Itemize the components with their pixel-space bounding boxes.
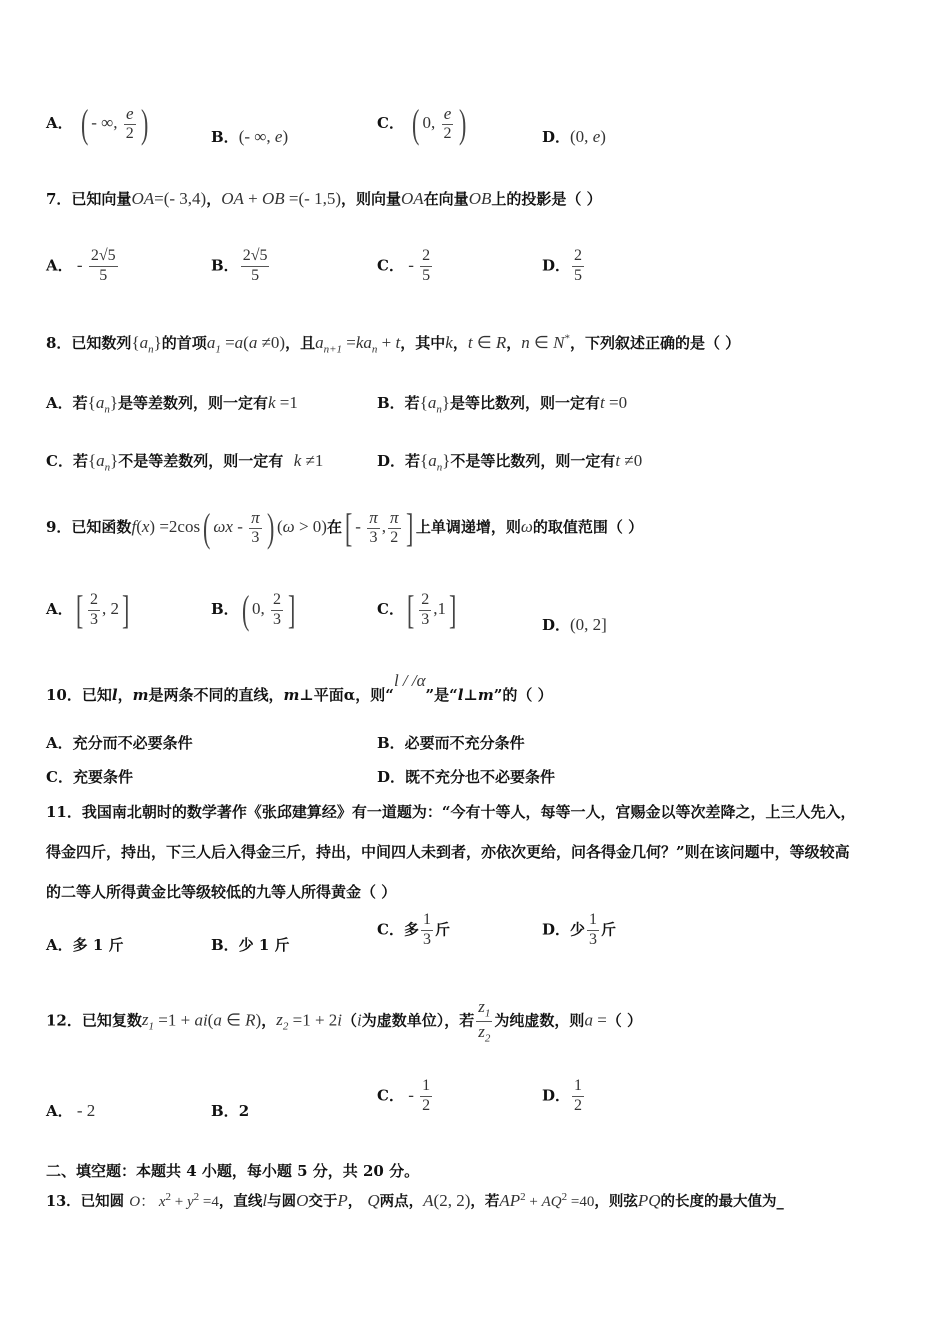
q12-option-b[interactable]: B．2	[211, 1102, 250, 1120]
q8-option-c[interactable]: C．若$\{a_n\}$不是等差数列，则一定有 k ≠1	[46, 451, 324, 474]
q12-option-d[interactable]: D． $\frac{1}{2}$	[542, 1077, 583, 1114]
section-heading: 二、填空题：本题共 4 小题，每小题 5 分，共 20 分。	[46, 1162, 420, 1180]
q12-option-c[interactable]: C． - $\frac{1}{2}$	[377, 1077, 431, 1114]
q7-option-b[interactable]: B． $\frac{2√5}{5}$	[211, 247, 268, 284]
q10-option-a[interactable]: A．充分而不必要条件	[46, 734, 193, 752]
q12-stem: 12．已知复数$z_1 =1 + ai(a$ ∈ R)，$z_2 =1 + 2i(i$为虚数单位），若 $\frac{z_1}{z_2}$ 为纯虚数，则a =（ ）	[46, 997, 643, 1045]
q11-option-b[interactable]: B．少 1 斤	[211, 936, 290, 954]
q6-option-c[interactable]: C． ( 0, $\frac{e}{2}$ )	[377, 101, 466, 146]
q6-option-a[interactable]: A． ( - ∞, $\frac{e}{2}$ )	[46, 101, 149, 146]
q7-option-d[interactable]: D． $\frac{2}{5}$	[542, 247, 583, 284]
q9-option-a[interactable]: A．[ $\frac{2}{3}$ , 2]	[46, 587, 130, 632]
q10-option-d[interactable]: D．既不充分也不必要条件	[377, 768, 556, 786]
q8-option-b[interactable]: B．若$\{a_n\}$是等比数列，则一定有t =0	[377, 393, 628, 416]
q11-stem: 11．我国南北朝时的数学著作《张邱建算经》有一道题为：“今有十等人，每等一人，宫赐金以等次差降之，上三人先入， 得金四斤，持出，下三人后入得金三斤，持出，中间四人未到者，亦依次更给，问各得金几何？”则在该问题中，等级较高 的二等人所得黄金比等级较低的九等人所得黄金（ ）	[46, 803, 856, 901]
q13-stem: 13．已知圆 O： $x^2 + y^2 =4$，直线l与圆O交于P， Q两点，A(2, 2)，若$AP^2 + AQ^2 =40$，则弦PQ的长度的最大值为_	[46, 1191, 784, 1210]
q9-stem: 9．已知函数f(x) =2cos( ωx - $\frac{\pi}{3}$ ) (ω > 0)在[ - $\frac{\pi}{3}$ , $\frac{\pi}{2}$ ] 上单调递增，则ω的取值范围（ ）	[46, 505, 644, 550]
q8-stem: 8．已知数列$\{a_n\}$的首项$a_1 =a(a \ne 0)$，且$a_{n+1} =ka_n + t$，其中k，t ∈ R，n ∈ N*，下列叙述正确的是（ ）	[46, 332, 741, 356]
q9-option-b[interactable]: B．( 0, $\frac{2}{3}$ ]	[211, 587, 296, 632]
q11-option-a[interactable]: A．多 1 斤	[46, 936, 124, 954]
q7-option-a[interactable]: A． - $\frac{2√5}{5}$	[46, 247, 116, 284]
q7-stem: 7．已知向量OA=(- 3,4)，OA + OB =(- 1,5)，则向量OA在向量OB上的投影是（ ）	[46, 189, 602, 208]
q7-option-c[interactable]: C． - $\frac{2}{5}$	[377, 247, 431, 284]
q9-option-c[interactable]: C．[ $\frac{2}{3}$ ,1]	[377, 587, 457, 632]
q9-option-d[interactable]: D．(0, 2]	[542, 615, 607, 634]
q10-stem: 10．已知l，m是两条不同的直线，m⊥平面α，则“l / /α”是“l⊥m”的（ ）	[46, 671, 553, 704]
q8-option-d[interactable]: D．若$\{a_n\}$不是等比数列，则一定有t ≠0	[377, 451, 643, 474]
q11-option-d[interactable]: D．少 $\frac{1}{3}$ 斤	[542, 911, 617, 948]
q8-option-a[interactable]: A．若$\{a_n\}$是等差数列，则一定有k =1	[46, 393, 298, 416]
q6-option-b[interactable]: B．(- ∞, e)	[211, 127, 289, 146]
q10-option-b[interactable]: B．必要而不充分条件	[377, 734, 525, 752]
q6-option-d[interactable]: D．(0, e)	[542, 127, 606, 146]
q10-option-c[interactable]: C．充要条件	[46, 768, 133, 786]
q11-option-c[interactable]: C．多 $\frac{1}{3}$ 斤	[377, 911, 450, 948]
q12-option-a[interactable]: A． - 2	[46, 1101, 96, 1120]
